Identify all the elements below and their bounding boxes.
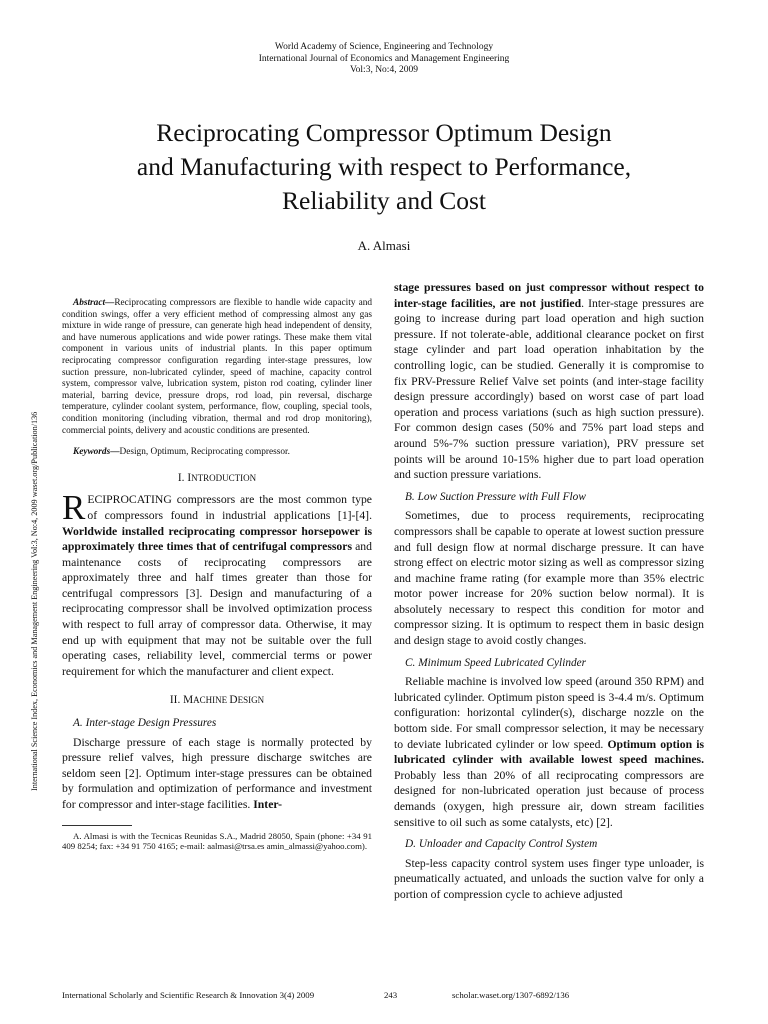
- abstract: Abstract—Reciprocating compressors are flexible to handle wide capacity and condition swings, offer a very efficient method of compressing almost any gas mixture in wide range of pressure, can generate high head independent of density, and have numerous applications and wide power ratings. These make them vital component in various units of industrial plants. In this paper optimum reciprocating compressor configuration regarding inter-stage pressures, low suction pressure, non-lubricated cylinder, speed of machine, capacity control system, compressor valve, lubrication system, piston rod coating, cylinder liner material, barring device, pressure drops, rod load, pin reversal, discharge temperature, cylinder coolant system, performance, flow, coupling, special tools, condition monitoring (including vibration, thermal and rod drop monitoring), commercial points, delivery and acoustic conditions are presented.: [62, 298, 372, 436]
- paper-title: [60, 116, 708, 218]
- author-footnote: A. Almasi is with the Tecnicas Reunidas S.A., Madrid 28050, Spain (phone: +34 91 409 8254; fax: +34 91 750 4165; e-mail: aalmasi@trsa.es amin_almassi@yahoo.com).: [62, 830, 372, 852]
- left-column: [62, 288, 372, 852]
- title-line-1: Reciprocating Compressor Optimum Design: [156, 118, 612, 147]
- subsection-heading-d: D. Unloader and Capacity Control System: [405, 838, 598, 851]
- paragraph-min-speed: Reliable machine is involved low speed (around 350 RPM) and lubricated cylinder. Optimum piston speed is 3-4.4 m/s. Optimum configuration: horizontal cylinder(s), discharge nozzle on the bottom side. For small compressor selection, it may be necessary to deviate lubricated cylinder or low speed. Optimum option is lubricated cylinder with available lowest speed machines. Probably less than 20% of all reciprocating compressors are designed for non-lubricated operation just because of process demands (oxygen, high pressure air, down stream facilities sensitive to oil such as some catalysts, etc) [2].: [394, 675, 705, 829]
- paragraph-low-suction: Sometimes, due to process requirements, reciprocating compressors shall be capable to operate at lowest suction pressure and full design flow at normal discharge pressure. It can have strong effect on electric motor sizing as well as compressor sizing and machine frame rating (for example more than 35% electric motor power increase for 20% suction below normal). It is absolutely necessary to respect this condition for motor and compressor sizing. It is optimum to respect them in basic design and design stage to avoid costly changes.: [394, 509, 704, 648]
- intro-paragraph: RECIPROCATING compressors are the most common type of compressors found in industrial applications [1]-[4]. Worldwide installed reciprocating compressor horsepower is approximately three times that of centrifugal compressors and maintenance costs of reciprocating compressors are approximately three and half times greater than those for centrifugal compressors [3]. Design and manufacturing of a reciprocating compressor shall be involved optimization process with respect to full array of compressor data. Otherwise, it may end up with equipment that may not be suitable over the full operating cases, reliability level, commercial terms or power requirement for which the manufacturer and client expect.: [62, 488, 372, 678]
- keywords-label: Keywords: [73, 447, 111, 458]
- drop-cap: R: [62, 488, 86, 528]
- subsection-heading-b: B. Low Suction Pressure with Full Flow: [405, 490, 586, 503]
- abstract-label: Abstract: [73, 298, 106, 308]
- subsection-heading-a: A. Inter-stage Design Pressures: [73, 717, 217, 730]
- header-line-3: Vol:3, No:4, 2009: [350, 65, 418, 75]
- header-line-1: World Academy of Science, Engineering and Technology: [274, 42, 494, 52]
- index-sidebar: [30, 330, 44, 800]
- keywords-text: Design, Optimum, Reciprocating compressor.: [119, 447, 290, 458]
- header-line-2: International Journal of Economics and Management Engineering: [258, 53, 510, 64]
- sidebar-text: International Science Index, Economics and Management Engineering Vol:3, No:4, 2009 waset.org/Publication/136: [30, 411, 39, 791]
- paragraph-unloader: Step-less capacity control system uses finger type unloader, is pneumatically actuated, and unloads the suction valve for only a portion of compression cycle to achieve adjusted: [394, 856, 704, 901]
- paragraph-inter-stage-cont: stage pressures based on just compressor without respect to inter-stage facilities, are not justified. Inter-stage pressures are going to increase during part load operation and high suction pressure. If not tolerate-able, additional clearance pocket on first stage cylinder and part load operation inhabitation by the controlling logic, can be studied. Generally it is compromise to fix PRV-Pressure Relief Valve set points (and inter-stage facility design pressure accordingly) based on worst case of part load operation and process variations (such as high suction pressure). For common design cases (50% and 75% part load steps and around 5%-7% suction pressure variation), PRV pressure set points will be around 10-15% higher due to part load operation and suction pressure variations.: [394, 281, 704, 482]
- footer-left: International Scholarly and Scientific Research & Innovation 3(4) 2009: [62, 990, 315, 1000]
- author-name: A. Almasi: [357, 238, 411, 253]
- journal-header: [0, 42, 768, 77]
- section-heading-machine-design: II. MACHINE DESIGN: [169, 694, 265, 707]
- footer-right: scholar.waset.org/1307-6892/136: [452, 990, 570, 1000]
- page-number: 243: [384, 990, 398, 1000]
- keywords: Keywords—Design, Optimum, Reciprocating compressor.: [73, 447, 290, 458]
- section-heading-introduction: I. INTRODUCTION: [177, 471, 257, 484]
- title-line-3: Reliability and Cost: [282, 186, 486, 215]
- paragraph-inter-stage: Discharge pressure of each stage is normally protected by pressure relief valves, high pressure discharge switches are seldom seen [2]. Optimum inter-stage pressures can be obtained by formulation and optimization of performance and investment for compressor and inter-stage facilities. Inter-: [62, 735, 372, 811]
- abstract-text: Reciprocating compressors are flexible to handle wide capacity and condition swings, offer a very efficient method of compressing almost any gas mixture in wide range of pressure, can generate high head independent of density, and have numerous applications and wide power ratings. These make them vital component in various units of industrial plants. In this paper optimum reciprocating compressor configuration regarding inter-stage pressures, low suction pressure, non-lubricated cylinder, speed of machine, capacity control system, compressor valve, lubrication system, piston rod coating, cylinder liner material, barring device, pressure drops, rod load, pin reversal, discharge temperature, cylinder coolant system, performance, flow, coupling, special tools, condition monitoring (including vibration, thermal and rod drop monitoring), commercial points, delivery and acoustic conditions are presented.: [62, 298, 372, 436]
- title-line-2: and Manufacturing with respect to Performance,: [136, 152, 632, 181]
- subsection-heading-c: C. Minimum Speed Lubricated Cylinder: [405, 656, 587, 669]
- footnote-rule: [62, 825, 132, 826]
- right-column: [394, 280, 704, 903]
